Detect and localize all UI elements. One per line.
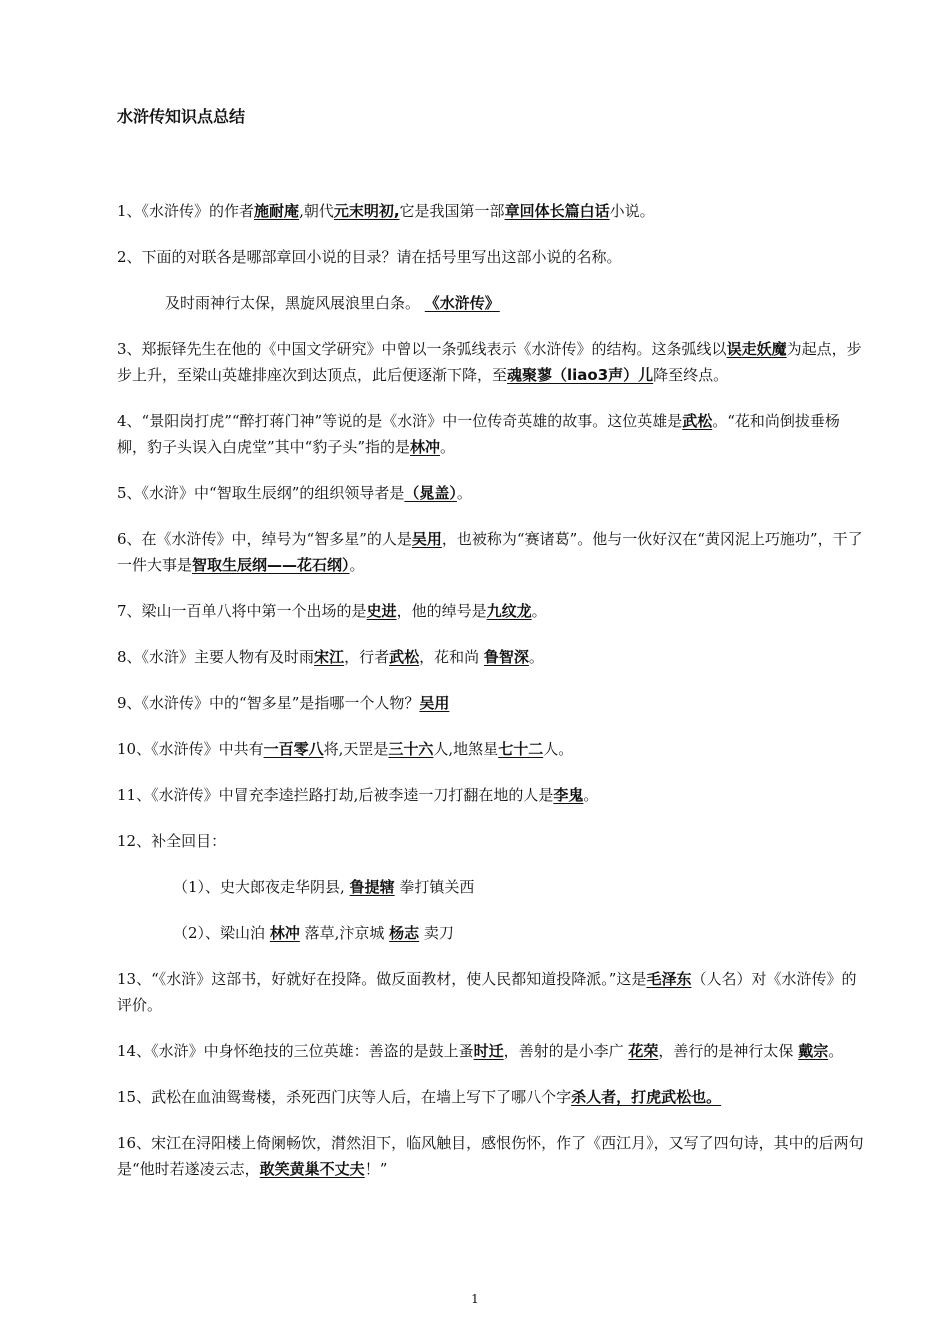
question-text: 。: [456, 484, 472, 502]
answer-text: 杀人者，打虎武松也。: [571, 1088, 722, 1106]
answer-text: 宋江: [314, 648, 345, 666]
question-text: 。: [531, 602, 547, 620]
question-text: 它是我国第一部: [399, 202, 505, 220]
question-q6: [117, 526, 867, 578]
question-text: 。: [828, 1042, 844, 1060]
question-text: 落草,汴京城: [299, 924, 390, 942]
answer-text: 林冲: [410, 438, 441, 456]
question-text: 及时雨神行太保，黑旋风展浪里白条。: [165, 294, 425, 312]
question-q10: [117, 736, 867, 762]
answer-text: 七十二: [498, 740, 544, 758]
question-text: 15、武松在血油鸳鸯楼，杀死西门庆等人后，在墙上写下了哪八个字: [117, 1088, 572, 1106]
answer-text: 毛泽东: [646, 970, 692, 988]
question-q15: [117, 1084, 867, 1110]
question-q3: [117, 336, 867, 388]
question-text: 人。: [543, 740, 574, 758]
question-q12: [117, 828, 867, 854]
question-q4: [117, 408, 867, 460]
question-text: 3、郑振铎先生在他的《中国文学研究》中曾以一条弧线表示《水浒传》的结构。这条弧线以: [117, 340, 727, 358]
answer-text: 武松: [389, 648, 420, 666]
question-text: 10、《水浒传》中共有: [117, 740, 264, 758]
answer-text: 李鬼: [553, 786, 584, 804]
answer-text: 一百零八: [263, 740, 324, 758]
question-text: 6、在《水浒传》中，绰号为“智多星”的人是: [117, 530, 412, 548]
answer-text: 林冲: [269, 924, 300, 942]
answer-text: 九纹龙: [486, 602, 532, 620]
question-text: 将,天罡是: [323, 740, 389, 758]
question-q9: [117, 690, 867, 716]
question-text: 。“花和尚倒拔垂杨柳，豹子头误入白虎堂”其中“豹子头”指的是: [117, 412, 840, 456]
answer-text: 吴用: [411, 530, 442, 548]
question-text: ，行者: [344, 648, 390, 666]
question-q1: [117, 198, 867, 224]
question-q14: [117, 1038, 867, 1064]
question-text: ，花和尚: [419, 648, 484, 666]
question-text: 4、“景阳岗打虎”“醉打蒋门神”等说的是《水浒》中一位传奇英雄的故事。这位英雄是: [117, 412, 683, 430]
question-q13: [117, 966, 867, 1018]
answer-text: 施耐庵: [254, 202, 300, 220]
answer-text: 杨志: [389, 924, 420, 942]
page-number: 1: [471, 1292, 479, 1306]
question-text: （1）、史大郎夜走华阴县,: [173, 878, 350, 896]
answer-text: 三十六: [388, 740, 434, 758]
answer-text: 元末明初,: [333, 202, 400, 220]
question-text: 卖刀: [419, 924, 454, 942]
question-text: 。: [528, 648, 544, 666]
document-title: 水浒传知识点总结: [117, 107, 246, 126]
question-text: 5、《水浒》中“智取生辰纲”的组织领导者是: [117, 484, 405, 502]
question-q11: [117, 782, 867, 808]
question-text: 。: [349, 556, 365, 574]
question-q8: [117, 644, 867, 670]
question-text: 2、下面的对联各是哪部章回小说的目录？请在括号里写出这部小说的名称。: [117, 248, 622, 266]
answer-text: 智取生辰纲——花石纲）: [192, 556, 350, 574]
answer-text: 《水浒传》: [424, 294, 500, 312]
answer-text: 武松: [682, 412, 713, 430]
answer-text: 时迁: [473, 1042, 504, 1060]
question-list: [117, 198, 867, 1202]
answer-text: 鲁提辖: [349, 878, 395, 896]
question-text: 9、《水浒传》中的“智多星”是指哪一个人物？: [117, 694, 420, 712]
question-text: （2）、梁山泊: [173, 924, 270, 942]
question-text: 8、《水浒》主要人物有及时雨: [117, 648, 315, 666]
question-q2: [117, 244, 867, 270]
question-text: （人名）对《水浒传》的评价。: [117, 970, 857, 1014]
question-text: 人,地煞星: [433, 740, 499, 758]
question-text: 14、《水浒》中身怀绝技的三位英雄：善盗的是鼓上蚤: [117, 1042, 474, 1060]
answer-text: 吴用: [419, 694, 450, 712]
question-q5: [117, 480, 867, 506]
question-text: 1、《水浒传》的作者: [117, 202, 255, 220]
question-text: ！”: [364, 1160, 388, 1178]
answer-text: 戴宗: [798, 1042, 829, 1060]
question-text: 16、宋江在浔阳楼上倚阑畅饮，潸然泪下，临风触目，感恨伤怀，作了《西江月》，又写了四句诗，其中的后两句是“他时若遂凌云志，: [117, 1134, 864, 1178]
answer-text: 魂聚蓼（liao3声）儿: [507, 366, 654, 384]
answer-text: 误走妖魔: [726, 340, 787, 358]
answer-text: 史进: [366, 602, 397, 620]
question-text: 11、《水浒传》中冒充李逵拦路打劫,后被李逵一刀打翻在地的人是: [117, 786, 554, 804]
question-text: 7、梁山一百单八将中第一个出场的是: [117, 602, 367, 620]
question-q12-2: [117, 920, 867, 946]
question-text: ，善行的是神行太保: [658, 1042, 799, 1060]
question-text: 为起点，步步上升，至梁山英雄排座次到达顶点，此后便逐渐下降，至: [117, 340, 862, 384]
question-text: 12、补全回目：: [117, 832, 227, 850]
question-q12-1: [117, 874, 867, 900]
question-text: 。: [440, 438, 456, 456]
question-q7: [117, 598, 867, 624]
answer-text: （晁盖）: [404, 484, 457, 502]
question-text: ，也被称为“赛诸葛”。他与一伙好汉在“黄冈泥上巧施功”，干了一件大事是: [117, 530, 863, 574]
question-text: 拳打镇关西: [394, 878, 475, 896]
question-text: 13、“《水浒》这部书，好就好在投降。做反面教材，使人民都知道投降派。”这是: [117, 970, 647, 988]
question-text: 小说。: [609, 202, 655, 220]
answer-text: 敢笑黄巢不丈夫: [259, 1160, 365, 1178]
question-text: 降至终点。: [653, 366, 729, 384]
answer-text: 鲁智深: [483, 648, 529, 666]
question-q16: [117, 1130, 867, 1182]
answer-text: 章回体长篇白话: [504, 202, 610, 220]
question-text: ,朝代: [299, 202, 334, 220]
question-text: 。: [583, 786, 599, 804]
question-text: ，善射的是小李广: [503, 1042, 629, 1060]
answer-text: 花荣: [628, 1042, 659, 1060]
question-q2-couplet: [117, 290, 867, 316]
question-text: ，他的绰号是: [396, 602, 487, 620]
